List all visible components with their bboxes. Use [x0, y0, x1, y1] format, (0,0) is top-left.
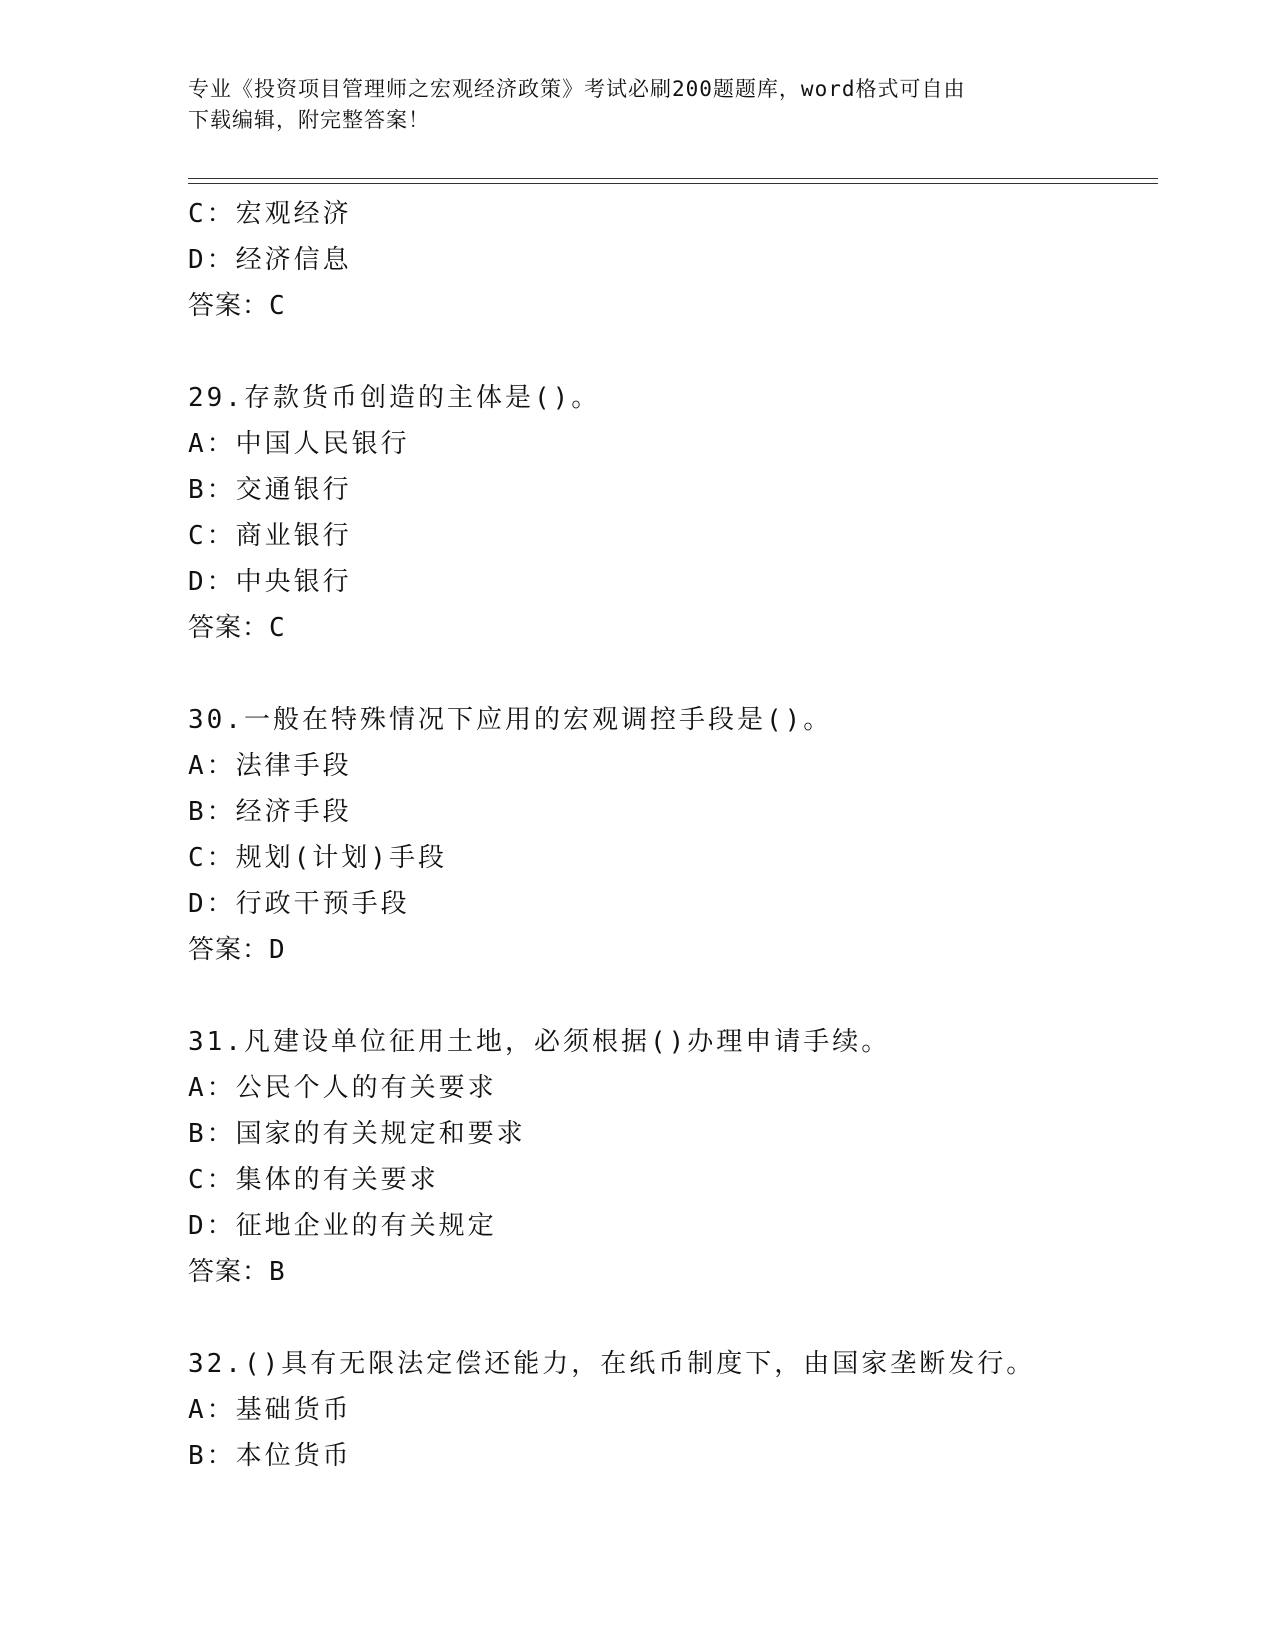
- header-line-1: 专业《投资项目管理师之宏观经济政策》考试必刷200题题库，word格式可自由: [188, 77, 966, 101]
- answer-line: [188, 283, 1158, 329]
- option-c: C：宏观经济: [188, 199, 352, 229]
- option-d: D：行政干预手段: [188, 889, 410, 919]
- option-b: B：交通银行: [188, 475, 352, 505]
- header-line-2: 下载编辑，附完整答案！: [188, 108, 430, 132]
- document-header: [188, 74, 1088, 136]
- answer-value: B: [269, 1257, 286, 1287]
- question-stem: 29.存款货币创造的主体是()。: [188, 383, 601, 413]
- option-b: B：国家的有关规定和要求: [188, 1119, 526, 1149]
- question-gap: [188, 1295, 1158, 1341]
- answer-value: C: [269, 613, 286, 643]
- option-d: D：经济信息: [188, 245, 352, 275]
- option-b: B：经济手段: [188, 797, 352, 827]
- option-a: A：中国人民银行: [188, 429, 410, 459]
- option-a: A：公民个人的有关要求: [188, 1073, 497, 1103]
- question-30: [188, 697, 1158, 973]
- question-gap: [188, 651, 1158, 697]
- answer-line: [188, 1249, 1158, 1295]
- question-29: [188, 375, 1158, 651]
- answer-value: C: [269, 291, 286, 321]
- option-c: C：规划(计划)手段: [188, 843, 447, 873]
- answer-value: D: [269, 935, 286, 965]
- question-stem: 31.凡建设单位征用土地，必须根据()办理申请手续。: [188, 1027, 891, 1057]
- answer-label: 答案：: [188, 613, 270, 643]
- answer-line: [188, 605, 1158, 651]
- option-d: D：征地企业的有关规定: [188, 1211, 497, 1241]
- option-c: C：集体的有关要求: [188, 1165, 439, 1195]
- answer-label: 答案：: [188, 1257, 270, 1287]
- question-stem: 30.一般在特殊情况下应用的宏观调控手段是()。: [188, 705, 833, 735]
- question-carry-over: [188, 191, 1158, 329]
- option-a: A：法律手段: [188, 751, 352, 781]
- question-gap: [188, 973, 1158, 1019]
- option-b: B：本位货币: [188, 1441, 352, 1471]
- question-list: [188, 191, 1158, 1479]
- question-stem: 32.()具有无限法定偿还能力，在纸币制度下，由国家垄断发行。: [188, 1349, 1036, 1379]
- answer-label: 答案：: [188, 935, 270, 965]
- question-32: [188, 1341, 1158, 1479]
- option-a: A：基础货币: [188, 1395, 352, 1425]
- question-31: [188, 1019, 1158, 1295]
- header-divider: [188, 178, 1158, 184]
- option-c: C：商业银行: [188, 521, 352, 551]
- question-gap: [188, 329, 1158, 375]
- answer-line: [188, 927, 1158, 973]
- answer-label: 答案：: [188, 291, 270, 321]
- option-d: D：中央银行: [188, 567, 352, 597]
